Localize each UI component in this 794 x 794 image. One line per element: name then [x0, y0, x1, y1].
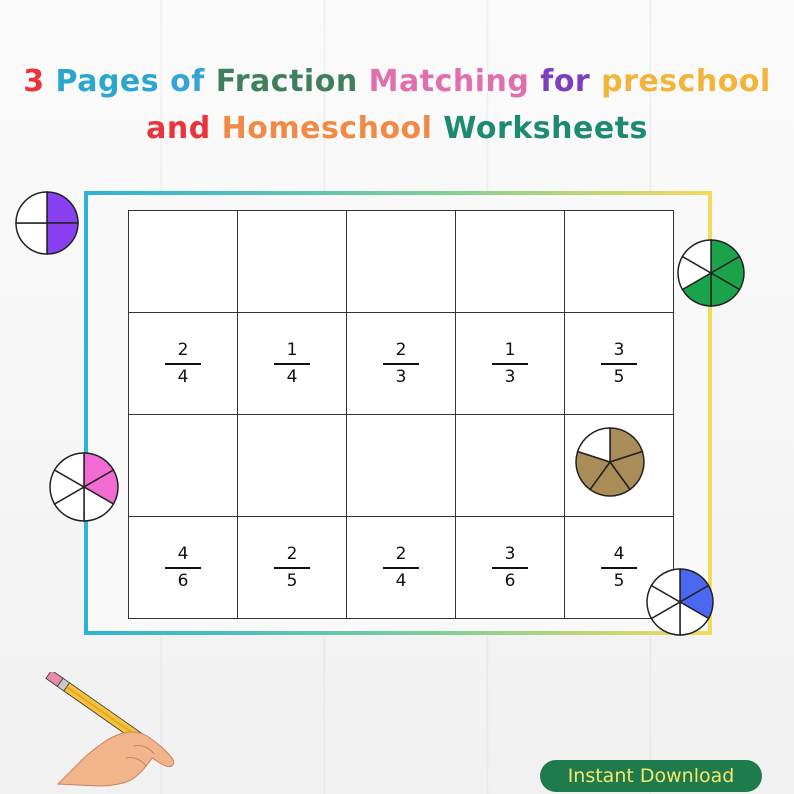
title-word: Pages: [55, 64, 171, 99]
fraction: [601, 545, 637, 590]
fraction-cell: [129, 517, 238, 619]
denominator: 4: [286, 366, 298, 387]
empty-cell: [456, 211, 565, 313]
denominator: 6: [504, 570, 516, 591]
numerator: 1: [286, 339, 298, 360]
title-word: of: [170, 64, 216, 99]
fraction: [601, 341, 637, 386]
numerator: 2: [395, 543, 407, 564]
fraction-bar: [165, 363, 201, 365]
fraction: [383, 341, 419, 386]
numerator: 2: [177, 339, 189, 360]
fraction-cell: [238, 313, 347, 415]
title-word: preschool: [601, 64, 771, 99]
numerator: 4: [613, 543, 625, 564]
fraction-cell: [129, 313, 238, 415]
fraction: [383, 545, 419, 590]
denominator: 6: [177, 570, 189, 591]
fraction-bar: [274, 363, 310, 365]
fraction-cell: [347, 313, 456, 415]
title-line-2: [0, 111, 794, 146]
title-word: Worksheets: [443, 111, 648, 146]
fraction-circle-purple: [14, 190, 80, 256]
fraction-circle-blue: [645, 567, 715, 637]
denominator: 4: [395, 570, 407, 591]
title-word: for: [540, 64, 602, 99]
numerator: 2: [395, 339, 407, 360]
numerator: 2: [286, 543, 298, 564]
numerator: 3: [504, 543, 516, 564]
table-row: [129, 313, 674, 415]
instant-download-button[interactable]: Instant Download: [540, 760, 762, 792]
fraction-cell: [456, 517, 565, 619]
denominator: 4: [177, 366, 189, 387]
numerator: 4: [177, 543, 189, 564]
denominator: 5: [613, 570, 625, 591]
hand-pencil-illustration: [38, 672, 188, 787]
fraction-circle-green: [676, 238, 746, 308]
empty-cell: [456, 415, 565, 517]
title-word: 3: [23, 64, 56, 99]
fraction: [274, 545, 310, 590]
fraction-circle-pink: [48, 451, 120, 523]
fraction-circle-brown: [574, 426, 646, 498]
title-word: Homeschool: [221, 111, 444, 146]
denominator: 3: [395, 366, 407, 387]
table-row: [129, 517, 674, 619]
pie-slice-empty: [16, 223, 47, 254]
fraction-bar: [383, 363, 419, 365]
numerator: 1: [504, 339, 516, 360]
fraction: [492, 341, 528, 386]
empty-cell: [347, 211, 456, 313]
empty-cell: [347, 415, 456, 517]
empty-cell: [129, 211, 238, 313]
table-row: [129, 211, 674, 313]
fraction-bar: [492, 363, 528, 365]
fraction: [274, 341, 310, 386]
fraction-grid: [128, 210, 674, 619]
fraction-bar: [274, 567, 310, 569]
empty-cell: [565, 211, 674, 313]
title-word: Matching: [368, 64, 541, 99]
fraction: [165, 341, 201, 386]
pie-slice-filled: [47, 192, 78, 223]
fraction-bar: [601, 567, 637, 569]
empty-cell: [129, 415, 238, 517]
empty-cell: [238, 211, 347, 313]
fraction-cell: [238, 517, 347, 619]
fraction-bar: [601, 363, 637, 365]
fraction: [492, 545, 528, 590]
denominator: 3: [504, 366, 516, 387]
empty-cell: [238, 415, 347, 517]
pie-slice-empty: [16, 192, 47, 223]
fraction: [165, 545, 201, 590]
fraction-cell: [347, 517, 456, 619]
fraction-bar: [383, 567, 419, 569]
denominator: 5: [613, 366, 625, 387]
fraction-cell: [565, 313, 674, 415]
title-word: Fraction: [215, 64, 369, 99]
title-line-1: [0, 64, 794, 99]
denominator: 5: [286, 570, 298, 591]
fraction-bar: [492, 567, 528, 569]
title-word: and: [146, 111, 222, 146]
fraction-bar: [165, 567, 201, 569]
numerator: 3: [613, 339, 625, 360]
pie-slice-filled: [47, 223, 78, 254]
fraction-cell: [456, 313, 565, 415]
